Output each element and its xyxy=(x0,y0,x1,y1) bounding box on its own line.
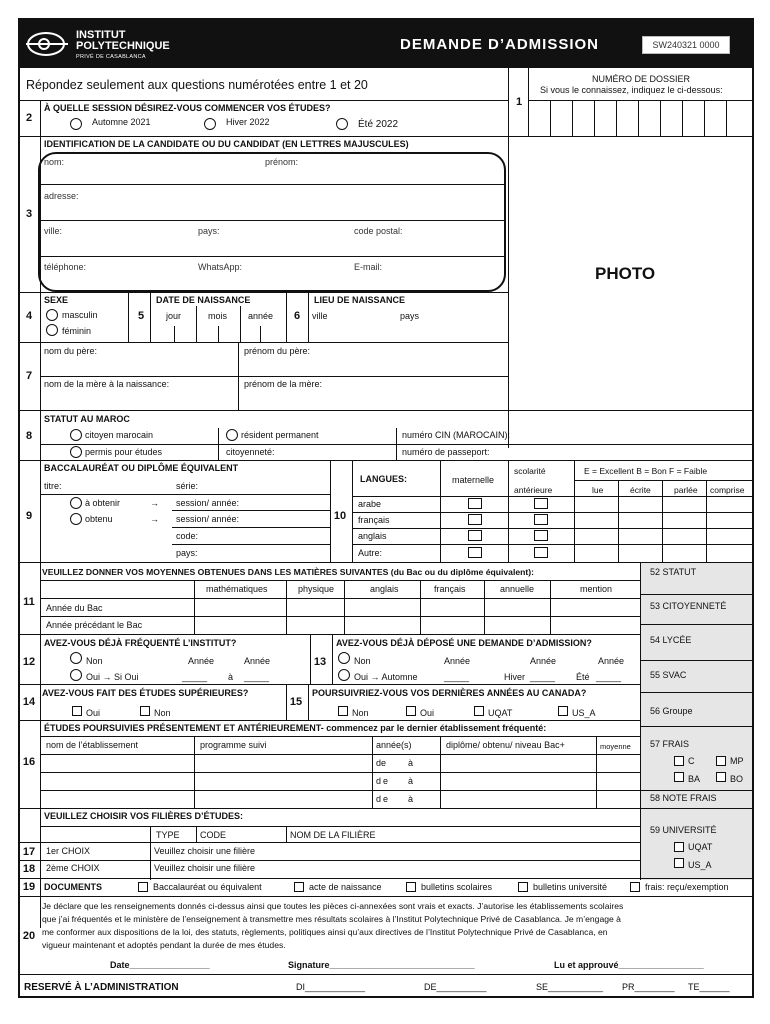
q-number: 19 xyxy=(22,881,36,893)
q-number: 9 xyxy=(25,510,33,522)
demande-blank1[interactable]: _____ xyxy=(444,672,470,682)
canada-oui-label: Oui xyxy=(420,708,435,718)
q-number: 7 xyxy=(25,370,33,382)
canada-uqat-checkbox[interactable] xyxy=(474,706,484,716)
cin-label: numéro CIN (MAROCAIN): xyxy=(402,430,511,440)
sup-oui-checkbox[interactable] xyxy=(72,706,82,716)
langue-row: français xyxy=(358,515,390,525)
prog-col: programme suivi xyxy=(200,740,267,750)
nom-pere-label: nom du père: xyxy=(44,346,98,356)
session1-label: session/ année: xyxy=(176,498,240,508)
de-label: de xyxy=(376,794,391,804)
demande-annee1: Année xyxy=(444,656,471,666)
doc-frais-checkbox[interactable] xyxy=(630,882,640,892)
demande-ete-label: Été xyxy=(576,672,590,682)
frequente-oui-label: Oui → Si Oui xyxy=(86,672,139,682)
a-label: à xyxy=(408,776,414,786)
frais-c-checkbox[interactable] xyxy=(674,756,684,766)
q17-title: VEUILLEZ CHOISIR VOS FILIÈRES D’ÉTUDES: xyxy=(44,811,244,821)
statut-resident-radio[interactable] xyxy=(226,429,238,441)
admin-te: TE______ xyxy=(688,982,730,992)
q16-title: ÉTUDES POURSUIVIES PRÉSENTEMENT ET ANTÉRIEUREMENT- commencez par le dernier établissement fréquenté: xyxy=(44,723,547,733)
logo-line-2: POLYTECHNIQUE xyxy=(76,40,170,52)
admin-pr: PR________ xyxy=(622,982,675,992)
admin-note-frais: 58 NOTE FRAIS xyxy=(650,793,717,803)
q4-title: SEXE xyxy=(44,295,69,305)
admin-lycee: 54 LYCÉE xyxy=(650,635,692,645)
admin-de: DE__________ xyxy=(424,982,487,992)
canada-non-label: Non xyxy=(352,708,369,718)
lieu-pays-label: pays xyxy=(400,311,420,321)
date-field[interactable]: Date________________ xyxy=(110,960,210,970)
a-label: à xyxy=(408,758,414,768)
admin-statut: 52 STATUT xyxy=(650,567,697,577)
moyenne-col: moyenne xyxy=(600,742,631,751)
admission-form xyxy=(18,18,754,998)
sup-non-checkbox[interactable] xyxy=(140,706,150,716)
canada-uqat-label: UQAT xyxy=(488,708,513,718)
maternelle-checkbox[interactable] xyxy=(468,547,482,558)
q12-title: AVEZ-VOUS DÉJÀ FRÉQUENTÉ L’INSTITUT? xyxy=(44,638,237,648)
frequente-annee1: Année xyxy=(188,656,215,666)
bac-pays-label: pays: xyxy=(176,548,198,558)
session-ete-label: Été 2022 xyxy=(358,119,399,130)
choix2-label: 2ème CHOIX xyxy=(46,863,100,873)
langues-title: LANGUES: xyxy=(360,474,407,484)
q-number: 12 xyxy=(22,656,36,668)
maternelle-checkbox[interactable] xyxy=(468,530,482,541)
signature-field[interactable]: Signature_____________________________ xyxy=(288,960,475,970)
passeport-label: numéro de passeport: xyxy=(402,447,490,457)
frais-c-label: C xyxy=(688,756,695,766)
whatsapp-label: WhatsApp: xyxy=(198,262,243,272)
session2-label: session/ année: xyxy=(176,514,240,524)
admin-citoyennete: 53 CITOYENNETÉ xyxy=(650,601,727,611)
annee-label: année xyxy=(248,311,274,321)
doc-univ-label: bulletins université xyxy=(533,882,608,892)
de-label: de xyxy=(376,776,391,786)
univ-uqat-label: UQAT xyxy=(688,842,713,852)
q-number: 11 xyxy=(23,596,35,608)
moy-col: français xyxy=(434,584,466,594)
session-hiver-label: Hiver 2022 xyxy=(226,117,270,127)
scolarite-header: scolarité xyxy=(514,466,546,476)
admin-di: DI____________ xyxy=(296,982,366,992)
q-number: 20 xyxy=(22,930,36,942)
session-automne-radio[interactable] xyxy=(70,118,82,130)
session-automne-label: Automne 2021 xyxy=(92,117,151,127)
canada-oui-checkbox[interactable] xyxy=(406,706,416,716)
lieu-ville-label: ville xyxy=(312,311,328,321)
institute-logo xyxy=(24,24,184,64)
q11-title: VEUILLEZ DONNER VOS MOYENNES OBTENUES DANS LES MATIÈRES SUIVANTES (du Bac ou du diplôme équivalent): xyxy=(42,567,534,577)
doc-bulletins-checkbox[interactable] xyxy=(406,882,416,892)
prenom-pere-label: prénom du père: xyxy=(244,346,311,356)
choix2-select[interactable]: Veuillez choisir une filière xyxy=(154,863,256,873)
scolarite-checkbox[interactable] xyxy=(534,514,548,525)
frequente-annee2: Année xyxy=(244,656,271,666)
maternelle-checkbox[interactable] xyxy=(468,514,482,525)
canada-usa-checkbox[interactable] xyxy=(558,706,568,716)
q-number: 17 xyxy=(22,846,36,858)
q-number: 14 xyxy=(22,696,36,708)
sup-non-label: Non xyxy=(154,708,171,718)
q-number: 18 xyxy=(22,863,36,875)
canada-non-checkbox[interactable] xyxy=(338,706,348,716)
intro-text: Répondez seulement aux questions numérotées entre 1 et 20 xyxy=(26,78,368,92)
q-number: 1 xyxy=(515,96,523,108)
ecrite-header: écrite xyxy=(630,485,651,495)
parlee-header: parlée xyxy=(674,485,698,495)
pays-label: pays: xyxy=(198,226,220,236)
doc-bulletins-label: bulletins scolaires xyxy=(421,882,493,892)
frequente-blank2[interactable]: _____ xyxy=(244,672,270,682)
q13-title: AVEZ-VOUS DÉJÀ DÉPOSÉ UNE DEMANDE D’ADMISSION? xyxy=(336,638,592,648)
q-number: 2 xyxy=(25,112,33,124)
filiere-nom-header: NOM DE LA FILIÈRE xyxy=(290,830,376,840)
moy-col: anglais xyxy=(370,584,399,594)
moy-col: mathématiques xyxy=(206,584,268,594)
comprise-header: comprise xyxy=(710,485,745,495)
doc-bac-checkbox[interactable] xyxy=(138,882,148,892)
adresse-label: adresse: xyxy=(44,191,79,201)
arrow-icon: → xyxy=(150,514,159,524)
nom-label: nom: xyxy=(44,157,65,167)
demande-annee2: Année xyxy=(530,656,557,666)
filiere-code-header: CODE xyxy=(200,830,227,840)
scolarite-checkbox[interactable] xyxy=(534,530,548,541)
statut-citoyen-label: citoyen marocain xyxy=(85,430,154,440)
demande-blank3[interactable]: _____ xyxy=(596,672,622,682)
a-label: à xyxy=(408,794,414,804)
doc-bac-label: Baccalauréat ou équivalent xyxy=(153,882,262,892)
q5-title: DATE DE NAISSANCE xyxy=(156,295,251,305)
admin-se: SE___________ xyxy=(536,982,604,992)
demande-oui-label: Oui → Automne xyxy=(354,672,418,682)
q9-title: BACCALAURÉAT OU DIPLÔME ÉQUIVALENT xyxy=(44,463,239,473)
admin-universite: 59 UNIVERSITÉ xyxy=(650,825,717,835)
moy-col: mention xyxy=(580,584,613,594)
etab-col: nom de l’établissement xyxy=(46,740,139,750)
form-code: SW240321 0000 xyxy=(642,36,730,54)
demande-blank2[interactable]: _____ xyxy=(530,672,556,682)
doc-acte-label: acte de naissance xyxy=(309,882,382,892)
frais-mp-label: MP xyxy=(730,756,744,766)
statut-permis-radio[interactable] xyxy=(70,446,82,458)
q-number: 4 xyxy=(25,310,33,322)
doc-univ-checkbox[interactable] xyxy=(518,882,528,892)
session-ete-radio[interactable] xyxy=(336,118,348,130)
admin-frais: 57 FRAIS xyxy=(650,739,690,749)
moy-col: physique xyxy=(298,584,335,594)
q14-title: AVEZ-VOUS FAIT DES ÉTUDES SUPÉRIEURES? xyxy=(42,688,249,698)
moy-row-label: Année du Bac xyxy=(46,603,103,613)
declaration-line-1: Je déclare que les renseignements donnés ci-dessus ainsi que toutes les pièces ci-annexées sont vrais et exacts. J’autorise les établissements scolaires xyxy=(42,901,624,911)
admin-groupe: 56 Groupe xyxy=(650,706,693,716)
demande-oui-radio[interactable] xyxy=(338,669,350,681)
anterieure-header: antérieure xyxy=(514,485,553,495)
q-number: 6 xyxy=(293,310,301,322)
sexe-feminin-label: féminin xyxy=(62,326,92,336)
identification-box xyxy=(38,152,506,292)
q-number: 8 xyxy=(25,430,33,442)
q19-title: DOCUMENTS xyxy=(44,882,102,892)
statut-resident-label: résident permanent xyxy=(241,430,319,440)
approuve-field[interactable]: Lu et approuvé_________________ xyxy=(554,960,704,970)
frais-bo-checkbox[interactable] xyxy=(716,772,726,782)
q8-title: STATUT AU MAROC xyxy=(44,414,130,424)
langue-row: Autre: xyxy=(358,548,383,558)
bac-a-obtenir-label: à obtenir xyxy=(85,498,121,508)
scolarite-checkbox[interactable] xyxy=(534,547,548,558)
choix1-select[interactable]: Veuillez choisir une filière xyxy=(154,846,256,856)
mois-label: mois xyxy=(208,311,228,321)
maternelle-header: maternelle xyxy=(452,475,495,485)
q2-title: À QUELLE SESSION DÉSIREZ-VOUS COMMENCER VOS ÉTUDES? xyxy=(44,103,331,113)
doc-acte-checkbox[interactable] xyxy=(294,882,304,892)
frais-mp-checkbox[interactable] xyxy=(716,756,726,766)
demande-hiver-label: Hiver xyxy=(504,672,526,682)
email-label: E-mail: xyxy=(354,262,383,272)
prenom-label: prénom: xyxy=(265,157,299,167)
bac-obtenu-radio[interactable] xyxy=(70,513,82,525)
bac-code-label: code: xyxy=(176,531,199,541)
jour-label: jour xyxy=(166,311,182,321)
form-title: DEMANDE D’ADMISSION xyxy=(400,36,600,53)
dossier-hint: Si vous le connaissez, indiquez le ci-dessous: xyxy=(540,85,723,95)
form-header xyxy=(20,20,752,68)
session-hiver-radio[interactable] xyxy=(204,118,216,130)
q-number: 3 xyxy=(25,208,33,220)
maternelle-checkbox[interactable] xyxy=(468,498,482,509)
sexe-feminin-radio[interactable] xyxy=(46,324,58,336)
q-number: 10 xyxy=(333,510,347,522)
scolarite-checkbox[interactable] xyxy=(534,498,548,509)
declaration-line-2: que j’ai fréquentés et le ministère de l’enseignement à transmettre mes résultats scolaires à l’Institut Polytechnique Privé de Casablanca. Je m’engage à xyxy=(42,914,621,924)
q-number: 5 xyxy=(137,310,145,322)
code-postal-label: code postal: xyxy=(354,226,403,236)
telephone-label: téléphone: xyxy=(44,262,87,272)
sexe-masculin-label: masculin xyxy=(62,310,98,320)
nom-mere-label: nom de la mère à la naissance: xyxy=(44,379,170,389)
citoyennete-label: citoyenneté: xyxy=(226,447,275,457)
logo-line-1: INSTITUT xyxy=(76,29,126,41)
q15-title: POURSUIVRIEZ-VOUS VOS DERNIÈRES ANNÉES AU CANADA? xyxy=(312,688,587,698)
de-label: de xyxy=(376,758,387,768)
sexe-masculin-radio[interactable] xyxy=(46,309,58,321)
frais-ba-checkbox[interactable] xyxy=(674,772,684,782)
photo-placeholder: PHOTO xyxy=(595,264,656,283)
q3-title: IDENTIFICATION DE LA CANDIDATE OU DU CANDIDAT (EN LETTRES MAJUSCULES) xyxy=(44,139,409,149)
doc-frais-label: frais: reçu/exemption xyxy=(645,882,729,892)
sup-oui-label: Oui xyxy=(86,708,101,718)
bac-serie-label: série: xyxy=(176,481,199,491)
diplome-col: diplôme/ obtenu/ niveau Bac+ xyxy=(446,740,565,750)
frequente-blank1[interactable]: _____ xyxy=(182,672,208,682)
q-number: 13 xyxy=(313,656,327,668)
frais-bo-label: BO xyxy=(730,774,744,784)
declaration-line-4: vigueur maintenant et adoptés pendant la durée de mes études. xyxy=(42,940,286,950)
filiere-type-header: TYPE xyxy=(156,830,180,840)
statut-permis-label: permis pour études xyxy=(85,447,163,457)
q-number: 16 xyxy=(22,756,36,768)
dossier-label: NUMÉRO DE DOSSIER xyxy=(592,74,691,84)
moy-row-label: Année précédant le Bac xyxy=(46,620,143,630)
q6-title: LIEU DE NAISSANCE xyxy=(314,295,406,305)
ville-label: ville: xyxy=(44,226,63,236)
langue-row: anglais xyxy=(358,531,387,541)
logo-line-3: PRIVÉ DE CASABLANCA xyxy=(76,54,146,60)
bac-obtenu-label: obtenu xyxy=(85,514,113,524)
moy-col: annuelle xyxy=(500,584,535,594)
demande-annee3: Année xyxy=(598,656,625,666)
choix1-label: 1er CHOIX xyxy=(46,846,91,856)
statut-citoyen-radio[interactable] xyxy=(70,429,82,441)
canada-usa-label: US_A xyxy=(572,708,596,718)
univ-uqat-checkbox[interactable] xyxy=(674,842,684,852)
demande-non-label: Non xyxy=(354,656,371,666)
arrow-icon: → xyxy=(150,498,159,508)
frequente-oui-radio[interactable] xyxy=(70,669,82,681)
logo-emblem-icon xyxy=(24,26,70,62)
admin-svac: 55 SVAC xyxy=(650,670,687,680)
lue-header: lue xyxy=(592,485,604,495)
declaration-line-3: me conformer aux dispositions de la loi, des statuts, règlements, politiques ainsi qu’aux directives de l’Institut Polytechnique Privé de Casablanca, en xyxy=(42,927,608,937)
bac-titre-label: titre: xyxy=(44,481,62,491)
univ-usa-label: US_A xyxy=(688,860,712,870)
prenom-mere-label: prénom de la mère: xyxy=(244,379,323,389)
langue-row: arabe xyxy=(358,499,382,509)
frequente-non-radio[interactable] xyxy=(70,652,82,664)
admin-reserved-label: RESERVÉ À L’ADMINISTRATION xyxy=(24,982,179,993)
demande-non-radio[interactable] xyxy=(338,652,350,664)
q-number: 15 xyxy=(289,696,303,708)
frequente-a: à xyxy=(228,672,234,682)
annees-col: année(s) xyxy=(376,740,412,750)
langues-legend: E = Excellent B = Bon F = Faible xyxy=(584,466,708,476)
frais-ba-label: BA xyxy=(688,774,701,784)
frequente-non-label: Non xyxy=(86,656,103,666)
bac-a-obtenir-radio[interactable] xyxy=(70,497,82,509)
univ-usa-checkbox[interactable] xyxy=(674,858,684,868)
